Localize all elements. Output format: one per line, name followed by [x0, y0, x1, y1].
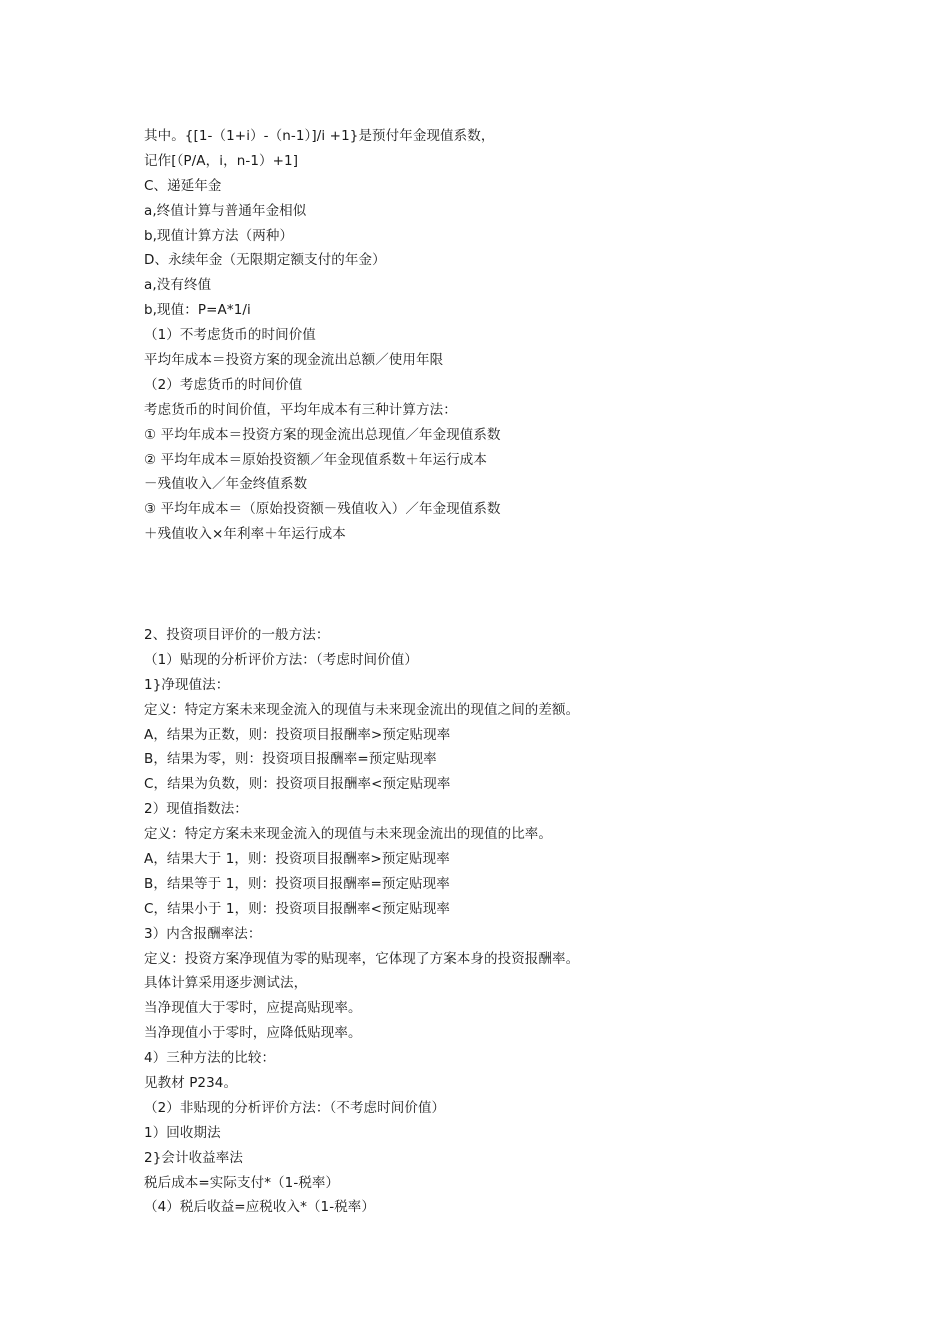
text-line: －残值收入／年金终值系数 — [144, 476, 308, 493]
text-block-annuity — [144, 124, 864, 547]
text-line: a,没有终值 — [144, 277, 212, 294]
text-line: A，结果为正数，则：投资项目报酬率>预定贴现率 — [144, 726, 451, 743]
text-line: B，结果等于 1，则：投资项目报酬率=预定贴现率 — [144, 875, 450, 892]
text-line: a,终值计算与普通年金相似 — [144, 202, 307, 219]
text-line: （2）考虑货币的时间价值 — [144, 376, 303, 393]
text-line: 具体计算采用逐步测试法， — [144, 975, 308, 992]
text-line: 税后成本=实际支付*（1-税率） — [144, 1174, 340, 1191]
text-line: 定义：特定方案未来现金流入的现值与未来现金流出的现值的比率。 — [144, 826, 552, 843]
text-line: 平均年成本＝投资方案的现金流出总额／使用年限 — [144, 352, 444, 369]
text-line: 4）三种方法的比较： — [144, 1050, 276, 1067]
text-line: 当净现值大于零时，应提高贴现率。 — [144, 1000, 362, 1017]
text-line: ② 平均年成本＝原始投资额／年金现值系数＋年运行成本 — [144, 451, 487, 468]
text-line: C，结果为负数，则：投资项目报酬率<预定贴现率 — [144, 776, 451, 793]
text-line: 2）现值指数法： — [144, 801, 248, 818]
text-line: （1）贴现的分析评价方法：（考虑时间价值） — [144, 651, 418, 668]
text-line: （2）非贴现的分析评价方法：（不考虑时间价值） — [144, 1099, 446, 1116]
text-line: （1）不考虑货币的时间价值 — [144, 327, 316, 344]
text-line: b,现值计算方法（两种） — [144, 227, 294, 244]
text-line: 3）内含报酬率法： — [144, 925, 262, 942]
text-line: 当净现值小于零时，应降低贴现率。 — [144, 1025, 362, 1042]
text-line: 2}会计收益率法 — [144, 1149, 243, 1166]
text-line: 见教材 P234。 — [144, 1075, 238, 1092]
text-line: 1}净现值法： — [144, 676, 230, 693]
text-line: C、递延年金 — [144, 177, 222, 194]
text-line: 其中。{[1-（1+i）-（n-1）]/i +1}是预付年金现值系数， — [144, 128, 495, 144]
text-line: ＋残值收入×年利率＋年运行成本 — [144, 526, 346, 543]
text-line: ① 平均年成本＝投资方案的现金流出总现值／年金现值系数 — [144, 426, 501, 443]
text-line: 定义：特定方案未来现金流入的现值与未来现金流出的现值之间的差额。 — [144, 701, 580, 718]
text-line: b,现值：P=A*1/i — [144, 302, 251, 319]
text-line: A，结果大于 1，则：投资项目报酬率>预定贴现率 — [144, 851, 450, 868]
text-line: B，结果为零，则：投资项目报酬率=预定贴现率 — [144, 751, 437, 768]
text-line: D、永续年金（无限期定额支付的年金） — [144, 252, 386, 269]
text-block-evaluation-methods — [144, 623, 864, 1220]
text-line: C，结果小于 1，则：投资项目报酬率<预定贴现率 — [144, 900, 451, 917]
text-line: （4）税后收益=应税收入*（1-税率） — [144, 1199, 376, 1216]
text-line: ③ 平均年成本＝（原始投资额－残值收入）／年金现值系数 — [144, 501, 501, 518]
section-heading: 2、投资项目评价的一般方法： — [144, 627, 330, 643]
text-line: 记作[（P/A，i，n-1）+1] — [144, 152, 299, 169]
text-line: 定义：投资方案净现值为零的贴现率，它体现了方案本身的投资报酬率。 — [144, 950, 580, 967]
text-line: 1）回收期法 — [144, 1124, 221, 1141]
text-line: 考虑货币的时间价值，平均年成本有三种计算方法： — [144, 401, 457, 418]
